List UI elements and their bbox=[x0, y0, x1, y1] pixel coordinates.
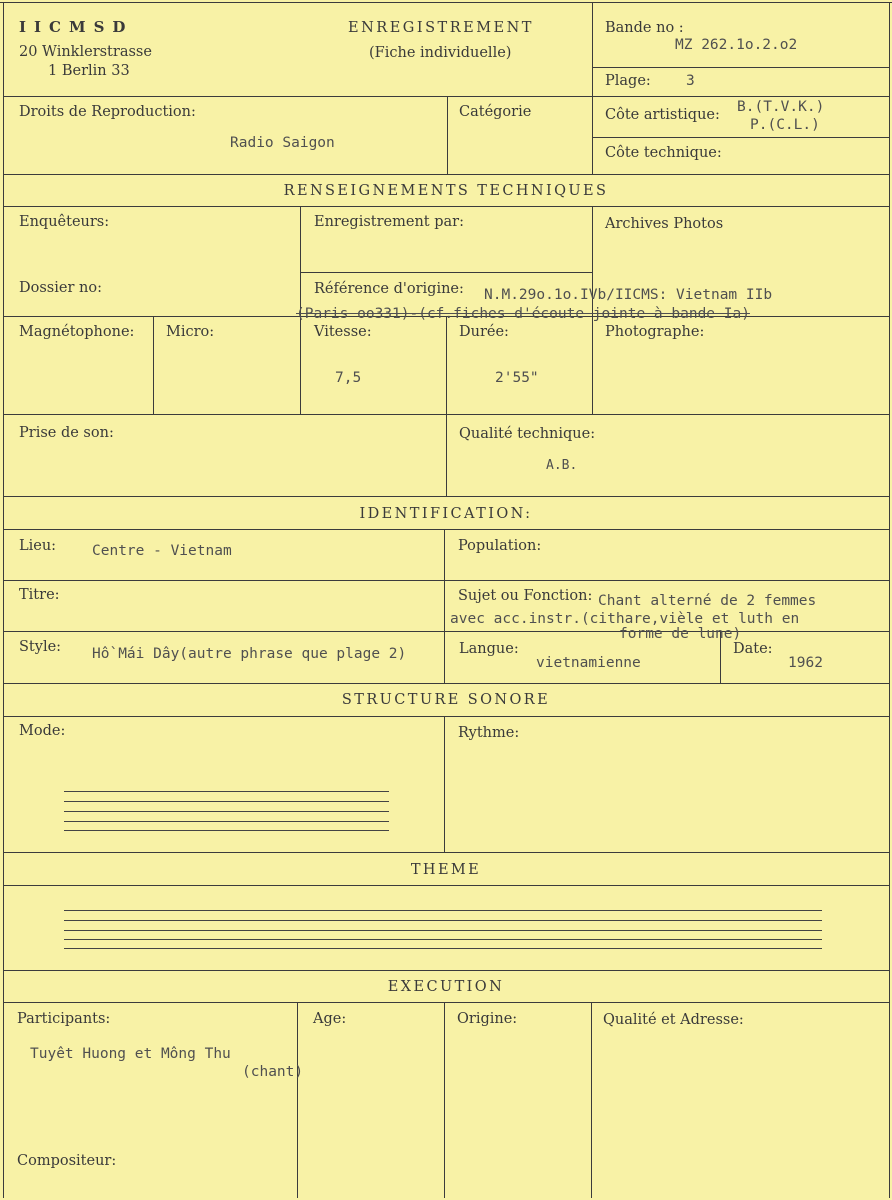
qualite-adresse-label: Qualité et Adresse: bbox=[603, 1012, 744, 1028]
mode-line-4 bbox=[64, 821, 389, 822]
rule-v-origine bbox=[444, 1002, 445, 1198]
qualite-technique-value: A.B. bbox=[546, 458, 578, 473]
theme-line-3 bbox=[64, 930, 822, 931]
droits-label: Droits de Reproduction: bbox=[19, 104, 196, 120]
section-title-structure: STRUCTURE SONORE bbox=[341, 692, 551, 708]
age-label: Age: bbox=[313, 1011, 347, 1027]
bande-value: MZ 262.1o.2.o2 bbox=[675, 37, 798, 53]
mode-line-3 bbox=[64, 811, 389, 812]
rule-v-left bbox=[3, 2, 4, 1198]
rule-lieu bbox=[4, 580, 890, 581]
cote-artistique-value1: B.(T.V.K.) bbox=[737, 99, 825, 115]
reference-value1: N.M.29o.1o.IVb/IICMS: Vietnam IIb bbox=[484, 287, 773, 303]
plage-label: Plage: bbox=[605, 73, 651, 89]
doc-title: ENREGISTREMENT bbox=[348, 20, 534, 36]
rule-v-structure bbox=[444, 716, 445, 852]
qualite-technique-label: Qualité technique: bbox=[459, 426, 596, 442]
cote-artistique-value2: P.(C.L.) bbox=[750, 117, 820, 133]
archives-photos-label: Archives Photos bbox=[605, 216, 724, 232]
rule-v-age bbox=[297, 1002, 298, 1198]
date-value: 1962 bbox=[788, 655, 823, 671]
photographe-label: Photographe: bbox=[605, 324, 705, 340]
plage-value: 3 bbox=[686, 73, 695, 89]
reference-value2: (Paris oo331)-(cf.fiches d'écoute jointe à bande Ia) bbox=[296, 306, 750, 322]
sujet-value2: avec acc.instr.(cithare,vièle et luth en bbox=[450, 611, 800, 627]
sujet-value3: forme de lune) bbox=[619, 626, 742, 642]
address-line1: 20 Winklerstrasse bbox=[19, 44, 152, 60]
rule-structure-title bbox=[4, 716, 890, 717]
participants-value1: Tuyêt Huong et Mông Thu bbox=[30, 1046, 231, 1062]
mode-line-2 bbox=[64, 801, 389, 802]
duree-label: Durée: bbox=[459, 324, 509, 340]
rule-v-duree bbox=[446, 316, 447, 414]
rule-titre bbox=[4, 631, 890, 632]
categorie-label: Catégorie bbox=[459, 104, 532, 120]
section-title-identification: IDENTIFICATION: bbox=[359, 506, 533, 522]
doc-subtitle: (Fiche individuelle) bbox=[369, 45, 512, 61]
rule-ident-top bbox=[4, 496, 890, 497]
cote-technique-label: Côte technique: bbox=[605, 145, 722, 161]
vitesse-value: 7,5 bbox=[335, 370, 362, 386]
org-name: IICMSD bbox=[19, 18, 134, 36]
reference-label: Référence d'origine: bbox=[314, 281, 464, 297]
cote-artistique-label: Côte artistique: bbox=[605, 107, 720, 123]
rule-enregistrement bbox=[300, 272, 592, 273]
section-title-tech: RENSEIGNEMENTS TECHNIQUES bbox=[283, 183, 609, 199]
rule-v-qualite bbox=[446, 414, 447, 496]
style-label: Style: bbox=[19, 639, 62, 655]
rule-style bbox=[4, 683, 890, 684]
population-label: Population: bbox=[458, 538, 542, 554]
rule-v-header bbox=[592, 2, 593, 174]
droits-value: Radio Saigon bbox=[230, 135, 335, 151]
rule-v-right bbox=[889, 2, 890, 1198]
theme-line-1 bbox=[64, 910, 822, 911]
bande-label: Bande no : bbox=[605, 20, 684, 36]
lieu-value: Centre - Vietnam bbox=[92, 543, 232, 559]
sujet-value1: Chant alterné de 2 femmes bbox=[598, 593, 817, 609]
sujet-label: Sujet ou Fonction: bbox=[458, 588, 593, 604]
origine-label: Origine: bbox=[457, 1011, 518, 1027]
section-title-execution: EXECUTION bbox=[387, 979, 505, 995]
rule-top bbox=[0, 2, 892, 3]
rule-tech-title bbox=[4, 206, 890, 207]
theme-line-2 bbox=[64, 920, 822, 921]
compositeur-label: Compositeur: bbox=[17, 1153, 117, 1169]
rule-v-qualite-adresse bbox=[591, 1002, 592, 1198]
prise-de-son-label: Prise de son: bbox=[19, 425, 114, 441]
date-label: Date: bbox=[733, 641, 773, 657]
enqueteurs-label: Enquêteurs: bbox=[19, 214, 110, 230]
theme-line-4 bbox=[64, 939, 822, 940]
rule-plage bbox=[592, 67, 890, 68]
titre-label: Titre: bbox=[19, 587, 60, 603]
lieu-label: Lieu: bbox=[19, 538, 57, 554]
rule-theme-bottom bbox=[4, 970, 890, 971]
langue-label: Langue: bbox=[459, 641, 519, 657]
mode-line-5 bbox=[64, 830, 389, 831]
rule-v-categorie bbox=[447, 96, 448, 174]
dossier-label: Dossier no: bbox=[19, 280, 102, 296]
vitesse-label: Vitesse: bbox=[314, 324, 372, 340]
rule-theme-title bbox=[4, 885, 890, 886]
rule-tech-top bbox=[4, 174, 890, 175]
rule-execution-title bbox=[4, 1002, 890, 1003]
rule-ident-title bbox=[4, 529, 890, 530]
rule-v-ident bbox=[444, 529, 445, 683]
rythme-label: Rythme: bbox=[458, 725, 520, 741]
langue-value: vietnamienne bbox=[536, 655, 641, 671]
duree-value: 2'55" bbox=[495, 370, 539, 386]
rule-structure-bottom bbox=[4, 852, 890, 853]
section-title-theme: THEME bbox=[410, 862, 482, 878]
participants-label: Participants: bbox=[17, 1011, 111, 1027]
rule-magneto bbox=[4, 414, 890, 415]
magnetophone-label: Magnétophone: bbox=[19, 324, 135, 340]
rule-cote bbox=[592, 137, 890, 138]
theme-line-5 bbox=[64, 948, 822, 949]
enregistrement-par-label: Enregistrement par: bbox=[314, 214, 464, 230]
mode-line-1 bbox=[64, 791, 389, 792]
mode-label: Mode: bbox=[19, 723, 66, 739]
micro-label: Micro: bbox=[166, 324, 215, 340]
participants-value2: (chant) bbox=[242, 1064, 304, 1080]
rule-v-micro bbox=[153, 316, 154, 414]
style-value: Hồ Mái Dây(autre phrase que plage 2) bbox=[92, 646, 407, 662]
address-line2: 1 Berlin 33 bbox=[48, 63, 130, 79]
